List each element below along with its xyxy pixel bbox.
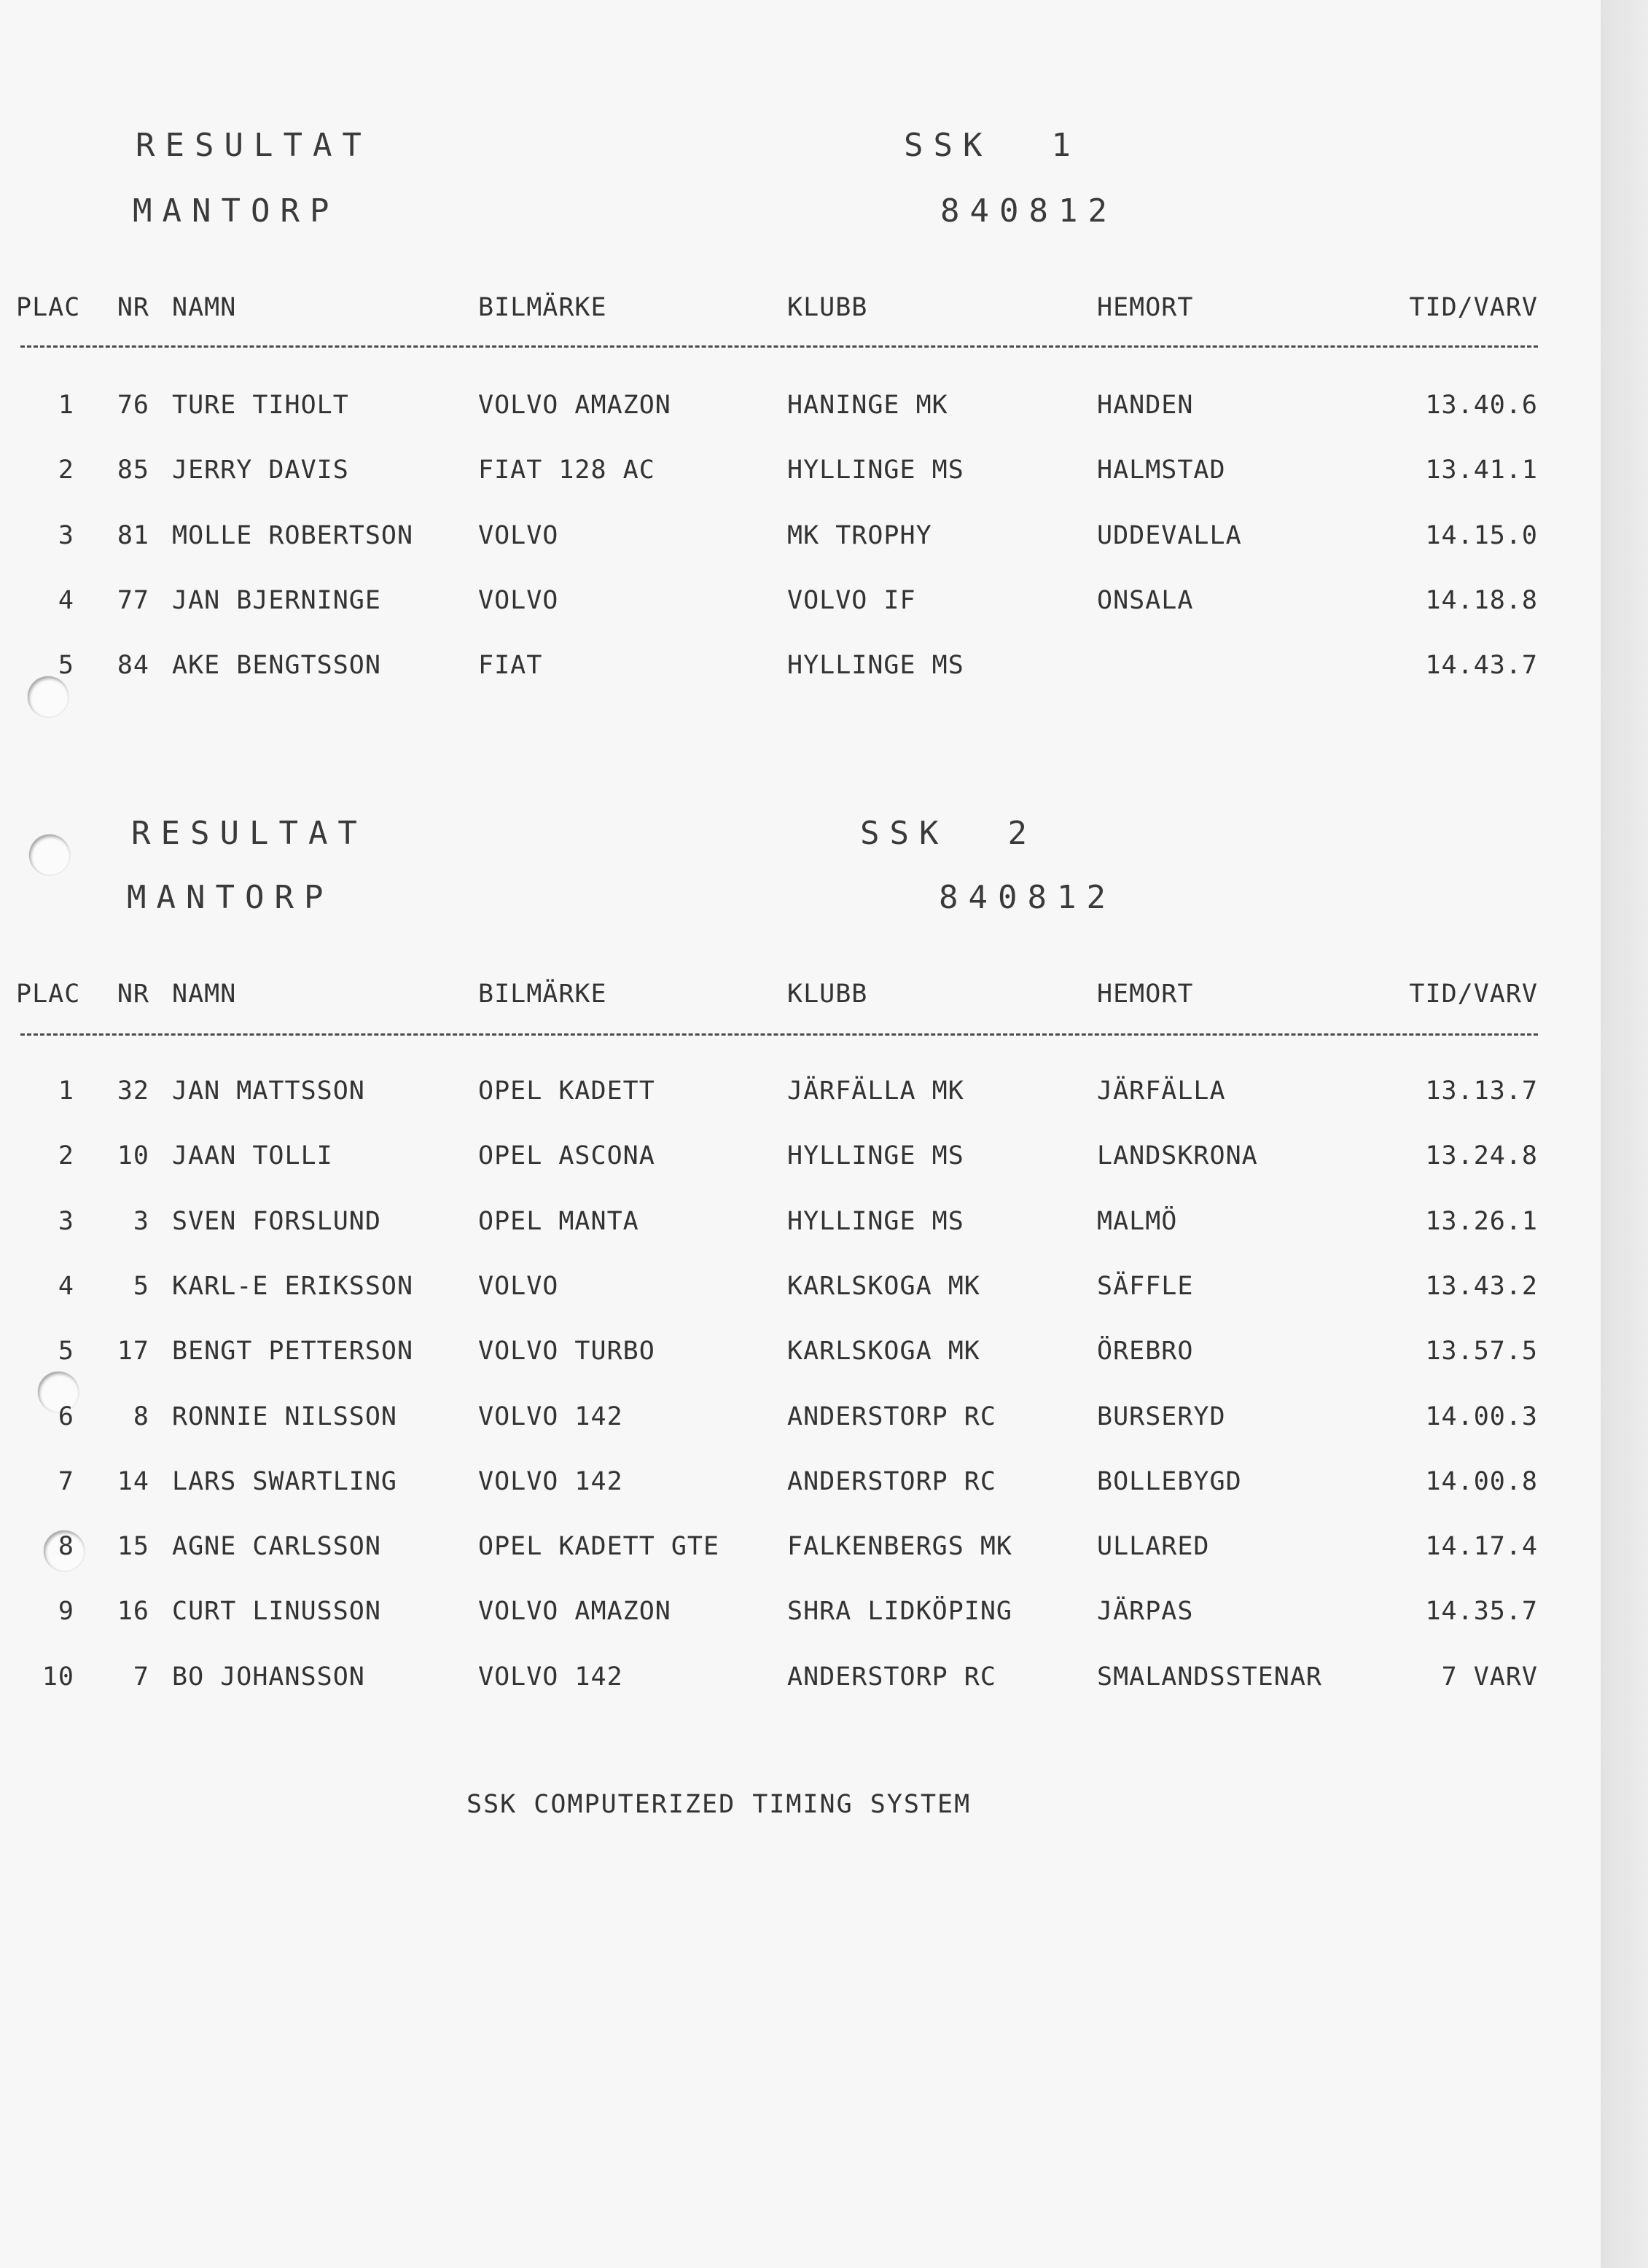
cell-bilmarke: FIAT — [478, 651, 543, 680]
column-header-plac: PLAC — [16, 979, 81, 1009]
cell-bilmarke: VOLVO 142 — [478, 1662, 623, 1692]
cell-hemort: ÖREBRO — [1097, 1337, 1194, 1366]
column-header-hemort: HEMORT — [1097, 979, 1194, 1009]
cell-hemort: ONSALA — [1097, 586, 1194, 615]
column-header-plac: PLAC — [16, 293, 81, 322]
cell-nr: 10 — [117, 1141, 149, 1170]
cell-nr: 77 — [117, 586, 149, 615]
cell-bilmarke: VOLVO 142 — [478, 1467, 623, 1496]
column-header-bilmarke: BILMÄRKE — [478, 979, 607, 1009]
cell-klubb: HYLLINGE MS — [787, 455, 964, 485]
cell-namn: CURT LINUSSON — [172, 1597, 381, 1626]
page-edge — [1601, 0, 1648, 2268]
cell-tid: 13.41.1 — [1425, 455, 1538, 485]
cell-bilmarke: VOLVO — [478, 586, 559, 615]
cell-bilmarke: VOLVO — [478, 521, 559, 550]
cell-plac: 8 — [58, 1532, 74, 1561]
cell-plac: 3 — [58, 1207, 74, 1236]
cell-plac: 1 — [58, 391, 74, 420]
cell-tid: 13.43.2 — [1425, 1272, 1538, 1301]
venue-name: MANTORP — [133, 192, 340, 230]
cell-hemort: HANDEN — [1097, 391, 1194, 420]
cell-nr: 5 — [133, 1272, 149, 1301]
cell-tid: 14.17.4 — [1425, 1532, 1538, 1561]
cell-namn: TURE TIHOLT — [172, 391, 349, 420]
cell-tid: 14.18.8 — [1425, 586, 1538, 615]
event-name: SSK 2 — [860, 815, 1037, 852]
cell-plac: 3 — [58, 521, 74, 550]
cell-nr: 76 — [117, 391, 149, 420]
column-header-namn: NAMN — [172, 979, 237, 1009]
cell-plac: 5 — [58, 1337, 74, 1366]
cell-bilmarke: VOLVO AMAZON — [478, 1597, 671, 1626]
cell-nr: 3 — [133, 1207, 149, 1236]
event-date: 840812 — [939, 879, 1116, 916]
header-divider — [20, 1033, 1538, 1036]
cell-bilmarke: VOLVO AMAZON — [478, 391, 671, 420]
cell-plac: 4 — [58, 586, 74, 615]
column-header-klubb: KLUBB — [787, 293, 868, 322]
cell-klubb: ANDERSTORP RC — [787, 1662, 996, 1692]
cell-nr: 32 — [117, 1076, 149, 1106]
cell-nr: 85 — [117, 455, 149, 485]
cell-nr: 17 — [117, 1337, 149, 1366]
cell-namn: SVEN FORSLUND — [172, 1207, 381, 1236]
venue-name: MANTORP — [127, 879, 334, 916]
column-header-klubb: KLUBB — [787, 979, 868, 1009]
cell-klubb: JÄRFÄLLA MK — [787, 1076, 964, 1106]
cell-hemort: LANDSKRONA — [1097, 1141, 1258, 1170]
cell-namn: JAN MATTSSON — [172, 1076, 365, 1106]
cell-klubb: MK TROPHY — [787, 521, 932, 550]
section-title: RESULTAT — [136, 127, 372, 164]
cell-plac: 6 — [58, 1402, 74, 1431]
cell-tid: 13.26.1 — [1425, 1207, 1538, 1236]
cell-nr: 84 — [117, 651, 149, 680]
cell-bilmarke: OPEL ASCONA — [478, 1141, 655, 1170]
cell-bilmarke: VOLVO 142 — [478, 1402, 623, 1431]
cell-hemort: BURSERYD — [1097, 1402, 1226, 1431]
cell-namn: BENGT PETTERSON — [172, 1337, 414, 1366]
cell-tid: 14.00.8 — [1425, 1467, 1538, 1496]
cell-nr: 16 — [117, 1597, 149, 1626]
cell-klubb: HANINGE MK — [787, 391, 948, 420]
cell-hemort: MALMÖ — [1097, 1207, 1178, 1236]
cell-klubb: ANDERSTORP RC — [787, 1467, 996, 1496]
column-header-nr: NR — [117, 293, 149, 322]
cell-hemort: JÄRPAS — [1097, 1597, 1194, 1626]
cell-tid: 14.15.0 — [1425, 521, 1538, 550]
cell-tid: 14.43.7 — [1425, 651, 1538, 680]
cell-hemort: HALMSTAD — [1097, 455, 1226, 485]
cell-klubb: HYLLINGE MS — [787, 1141, 964, 1170]
cell-nr: 81 — [117, 521, 149, 550]
cell-klubb: VOLVO IF — [787, 586, 916, 615]
cell-plac: 1 — [58, 1076, 74, 1106]
cell-hemort: ULLARED — [1097, 1532, 1210, 1561]
cell-klubb: ANDERSTORP RC — [787, 1402, 996, 1431]
cell-klubb: HYLLINGE MS — [787, 1207, 964, 1236]
cell-tid: 14.00.3 — [1425, 1402, 1538, 1431]
cell-plac: 5 — [58, 651, 74, 680]
column-header-tid: TID/VARV — [1409, 293, 1538, 322]
cell-klubb: KARLSKOGA MK — [787, 1272, 980, 1301]
cell-namn: RONNIE NILSSON — [172, 1402, 398, 1431]
cell-klubb: HYLLINGE MS — [787, 651, 964, 680]
cell-bilmarke: VOLVO — [478, 1272, 559, 1301]
cell-nr: 15 — [117, 1532, 149, 1561]
cell-klubb: KARLSKOGA MK — [787, 1337, 980, 1366]
cell-bilmarke: OPEL KADETT GTE — [478, 1532, 720, 1561]
cell-namn: JERRY DAVIS — [172, 455, 349, 485]
cell-hemort: JÄRFÄLLA — [1097, 1076, 1226, 1106]
punch-hole — [29, 834, 70, 875]
cell-bilmarke: OPEL KADETT — [478, 1076, 655, 1106]
punch-hole — [28, 676, 69, 717]
cell-plac: 9 — [58, 1597, 74, 1626]
cell-hemort: SÄFFLE — [1097, 1272, 1194, 1301]
cell-hemort: UDDEVALLA — [1097, 521, 1242, 550]
cell-namn: LARS SWARTLING — [172, 1467, 398, 1496]
cell-klubb: SHRA LIDKÖPING — [787, 1597, 1013, 1626]
cell-namn: JAAN TOLLI — [172, 1141, 333, 1170]
column-header-namn: NAMN — [172, 293, 237, 322]
column-header-bilmarke: BILMÄRKE — [478, 293, 607, 322]
cell-klubb: FALKENBERGS MK — [787, 1532, 1013, 1561]
cell-namn: JAN BJERNINGE — [172, 586, 381, 615]
cell-namn: KARL-E ERIKSSON — [172, 1272, 414, 1301]
event-name: SSK 1 — [904, 127, 1081, 164]
cell-nr: 8 — [133, 1402, 149, 1431]
column-header-hemort: HEMORT — [1097, 293, 1194, 322]
cell-bilmarke: VOLVO TURBO — [478, 1337, 655, 1366]
cell-tid: 13.40.6 — [1425, 391, 1538, 420]
cell-plac: 2 — [58, 455, 74, 485]
column-header-nr: NR — [117, 979, 149, 1009]
cell-bilmarke: OPEL MANTA — [478, 1207, 639, 1236]
cell-plac: 4 — [58, 1272, 74, 1301]
cell-tid: 7 VARV — [1441, 1662, 1538, 1692]
cell-tid: 13.57.5 — [1425, 1337, 1538, 1366]
event-date: 840812 — [940, 192, 1117, 230]
column-header-tid: TID/VARV — [1409, 979, 1538, 1009]
cell-bilmarke: FIAT 128 AC — [478, 455, 655, 485]
cell-tid: 14.35.7 — [1425, 1597, 1538, 1626]
cell-tid: 13.13.7 — [1425, 1076, 1538, 1106]
cell-hemort: SMALANDSSTENAR — [1097, 1662, 1323, 1692]
header-divider — [20, 345, 1538, 348]
cell-nr: 7 — [133, 1662, 149, 1692]
cell-tid: 13.24.8 — [1425, 1141, 1538, 1170]
cell-plac: 2 — [58, 1141, 74, 1170]
cell-namn: AGNE CARLSSON — [172, 1532, 381, 1561]
cell-plac: 10 — [42, 1662, 74, 1692]
cell-namn: MOLLE ROBERTSON — [172, 521, 414, 550]
cell-namn: BO JOHANSSON — [172, 1662, 365, 1692]
cell-nr: 14 — [117, 1467, 149, 1496]
cell-plac: 7 — [58, 1467, 74, 1496]
footer-text: SSK COMPUTERIZED TIMING SYSTEM — [466, 1790, 972, 1819]
cell-hemort: BOLLEBYGD — [1097, 1467, 1242, 1496]
section-title: RESULTAT — [131, 815, 367, 852]
cell-namn: AKE BENGTSSON — [172, 651, 381, 680]
